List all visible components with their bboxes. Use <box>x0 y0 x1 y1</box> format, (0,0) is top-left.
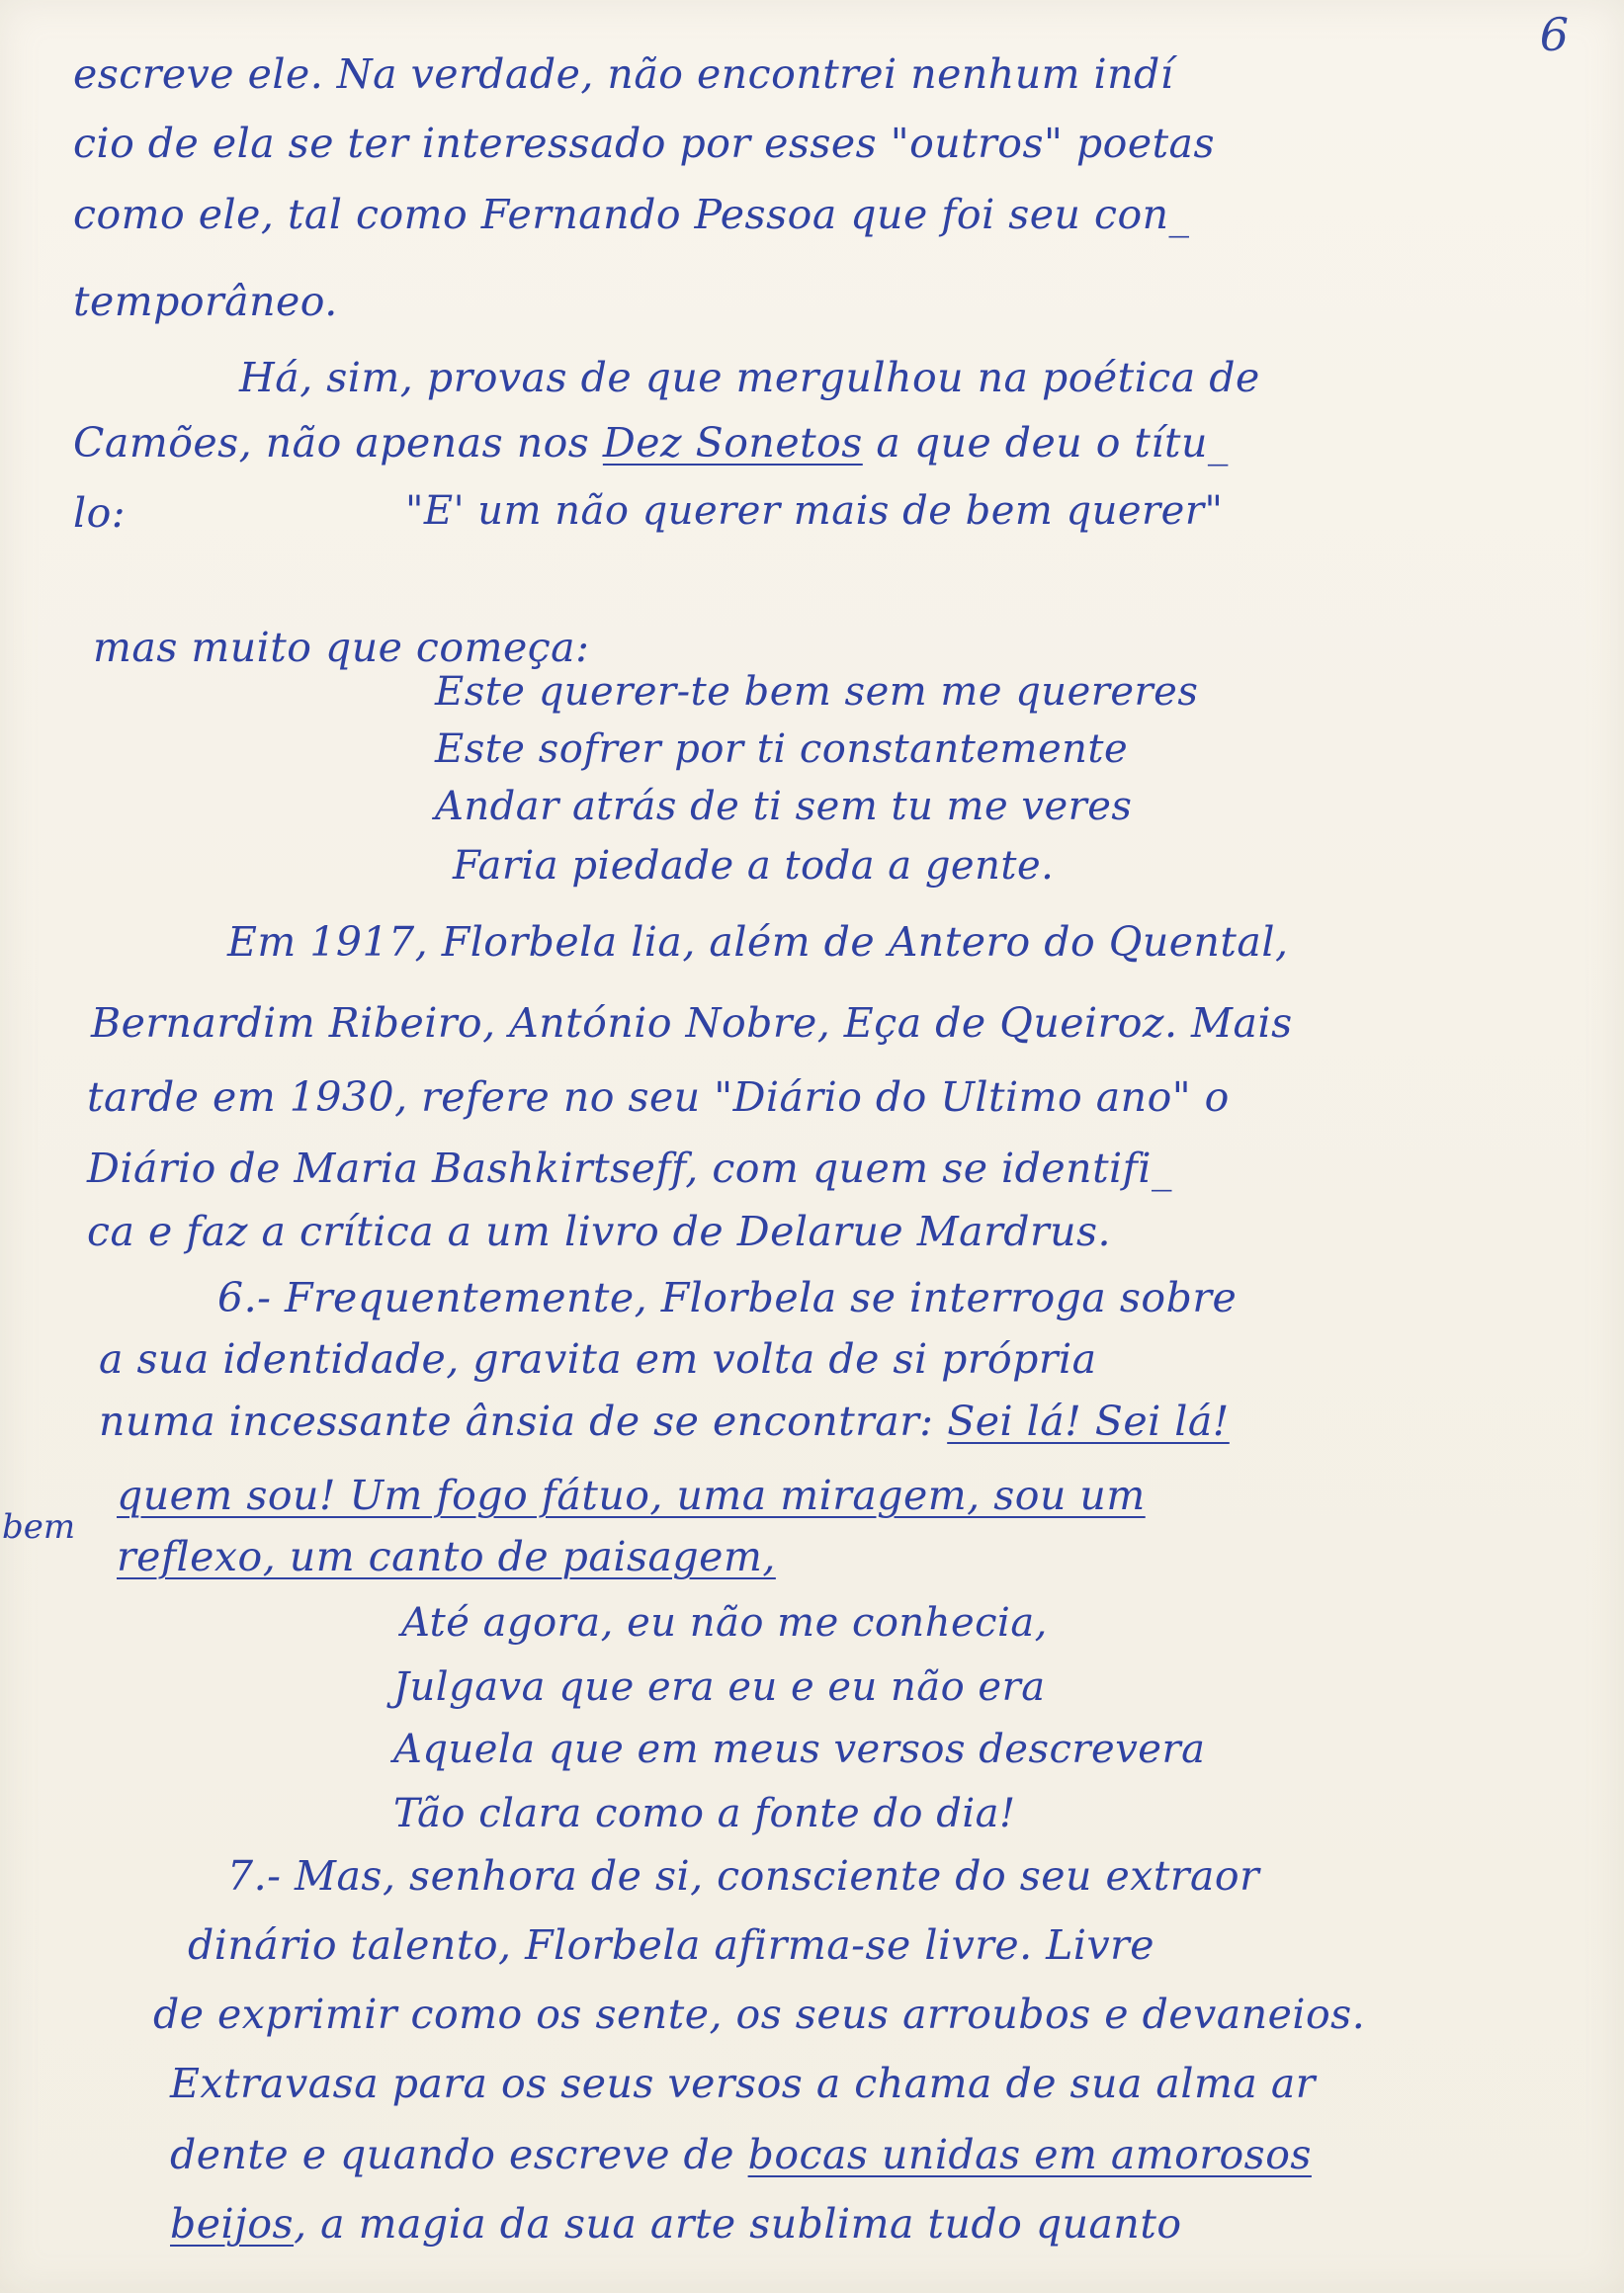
text-line-4: temporâneo. <box>73 278 338 325</box>
text-line-7: lo: <box>73 489 127 537</box>
text-line-21: de exprimir como os sente, os seus arroubos e devaneios. <box>153 1991 1366 2038</box>
text-line-13: ca e faz a crítica a um livro de Delarue Mardrus. <box>87 1208 1112 1255</box>
text-line-20: dinário talento, Florbela afirma-se livre. Livre <box>188 1921 1155 1969</box>
text-line-24 <box>170 2200 1182 2248</box>
text-line-17: quem sou! Um fogo fátuo, uma miragem, sou um <box>117 1472 1146 1519</box>
quoted-verse: "E' um não querer mais de bem querer" <box>405 488 1224 534</box>
text-line-11: tarde em 1930, refere no seu "Diário do Ultimo ano" o <box>87 1073 1230 1121</box>
poem-2-line-4: Tão clara como a fonte do dia! <box>393 1791 1016 1836</box>
underlined-title: Dez Sonetos <box>602 419 863 467</box>
text-line-5: Há, sim, provas de que mergulhou na poética de <box>239 354 1260 401</box>
text-line-10: Bernardim Ribeiro, António Nobre, Eça de Queiroz. Mais <box>91 999 1293 1047</box>
underlined-beijos: beijos <box>170 2200 295 2248</box>
text-line-16 <box>99 1398 1230 1445</box>
poem-1-line-1: Este querer-te bem sem me quereres <box>435 669 1199 715</box>
text-line-23 <box>170 2131 1312 2178</box>
margin-note: bem <box>2 1507 76 1547</box>
page-number: 6 <box>1539 8 1569 61</box>
text-line-19: 7.- Mas, senhora de si, consciente do seu extraor <box>227 1852 1260 1900</box>
text-line-6 <box>73 419 1229 467</box>
text-line-8: mas muito que começa: <box>93 624 590 671</box>
line-23-start: dente e quando escreve de <box>170 2131 735 2178</box>
text-line-15: a sua identidade, gravita em volta de si própria <box>99 1335 1097 1383</box>
text-line-1: escreve ele. Na verdade, não encontrei nenhum indí <box>73 50 1174 98</box>
underlined-exclamation: Sei lá! Sei lá! <box>947 1398 1230 1445</box>
poem-2-line-2: Julgava que era eu e eu não era <box>393 1664 1046 1710</box>
line-6-end: a que deu o títu_ <box>876 419 1229 467</box>
poem-2-line-1: Até agora, eu não me conhecia, <box>401 1600 1048 1646</box>
poem-1-line-2: Este sofrer por ti constantemente <box>435 726 1129 772</box>
underlined-phrase: bocas unidas em amorosos <box>747 2131 1312 2178</box>
text-line-22: Extravasa para os seus versos a chama de sua alma ar <box>170 2060 1316 2107</box>
text-line-9: Em 1917, Florbela lia, além de Antero do Quental, <box>227 918 1289 966</box>
poem-1-line-4: Faria piedade a toda a gente. <box>453 843 1055 889</box>
poem-2-line-3: Aquela que em meus versos descrevera <box>393 1727 1206 1772</box>
line-24-end: , a magia da sua arte sublima tudo quanto <box>294 2200 1182 2248</box>
text-line-14: 6.- Frequentemente, Florbela se interroga sobre <box>217 1274 1238 1321</box>
text-line-12: Diário de Maria Bashkirtseff, com quem se identifi_ <box>87 1145 1172 1192</box>
text-line-18: reflexo, um canto de paisagem, <box>117 1533 776 1580</box>
line-6-start: Camões, não apenas nos <box>73 419 590 467</box>
text-line-3: como ele, tal como Fernando Pessoa que foi seu con_ <box>73 191 1190 238</box>
text-line-2: cio de ela se ter interessado por esses "outros" poetas <box>73 120 1216 167</box>
poem-1-line-3: Andar atrás de ti sem tu me veres <box>435 784 1133 829</box>
line-16-start: numa incessante ânsia de se encontrar: <box>99 1398 934 1445</box>
